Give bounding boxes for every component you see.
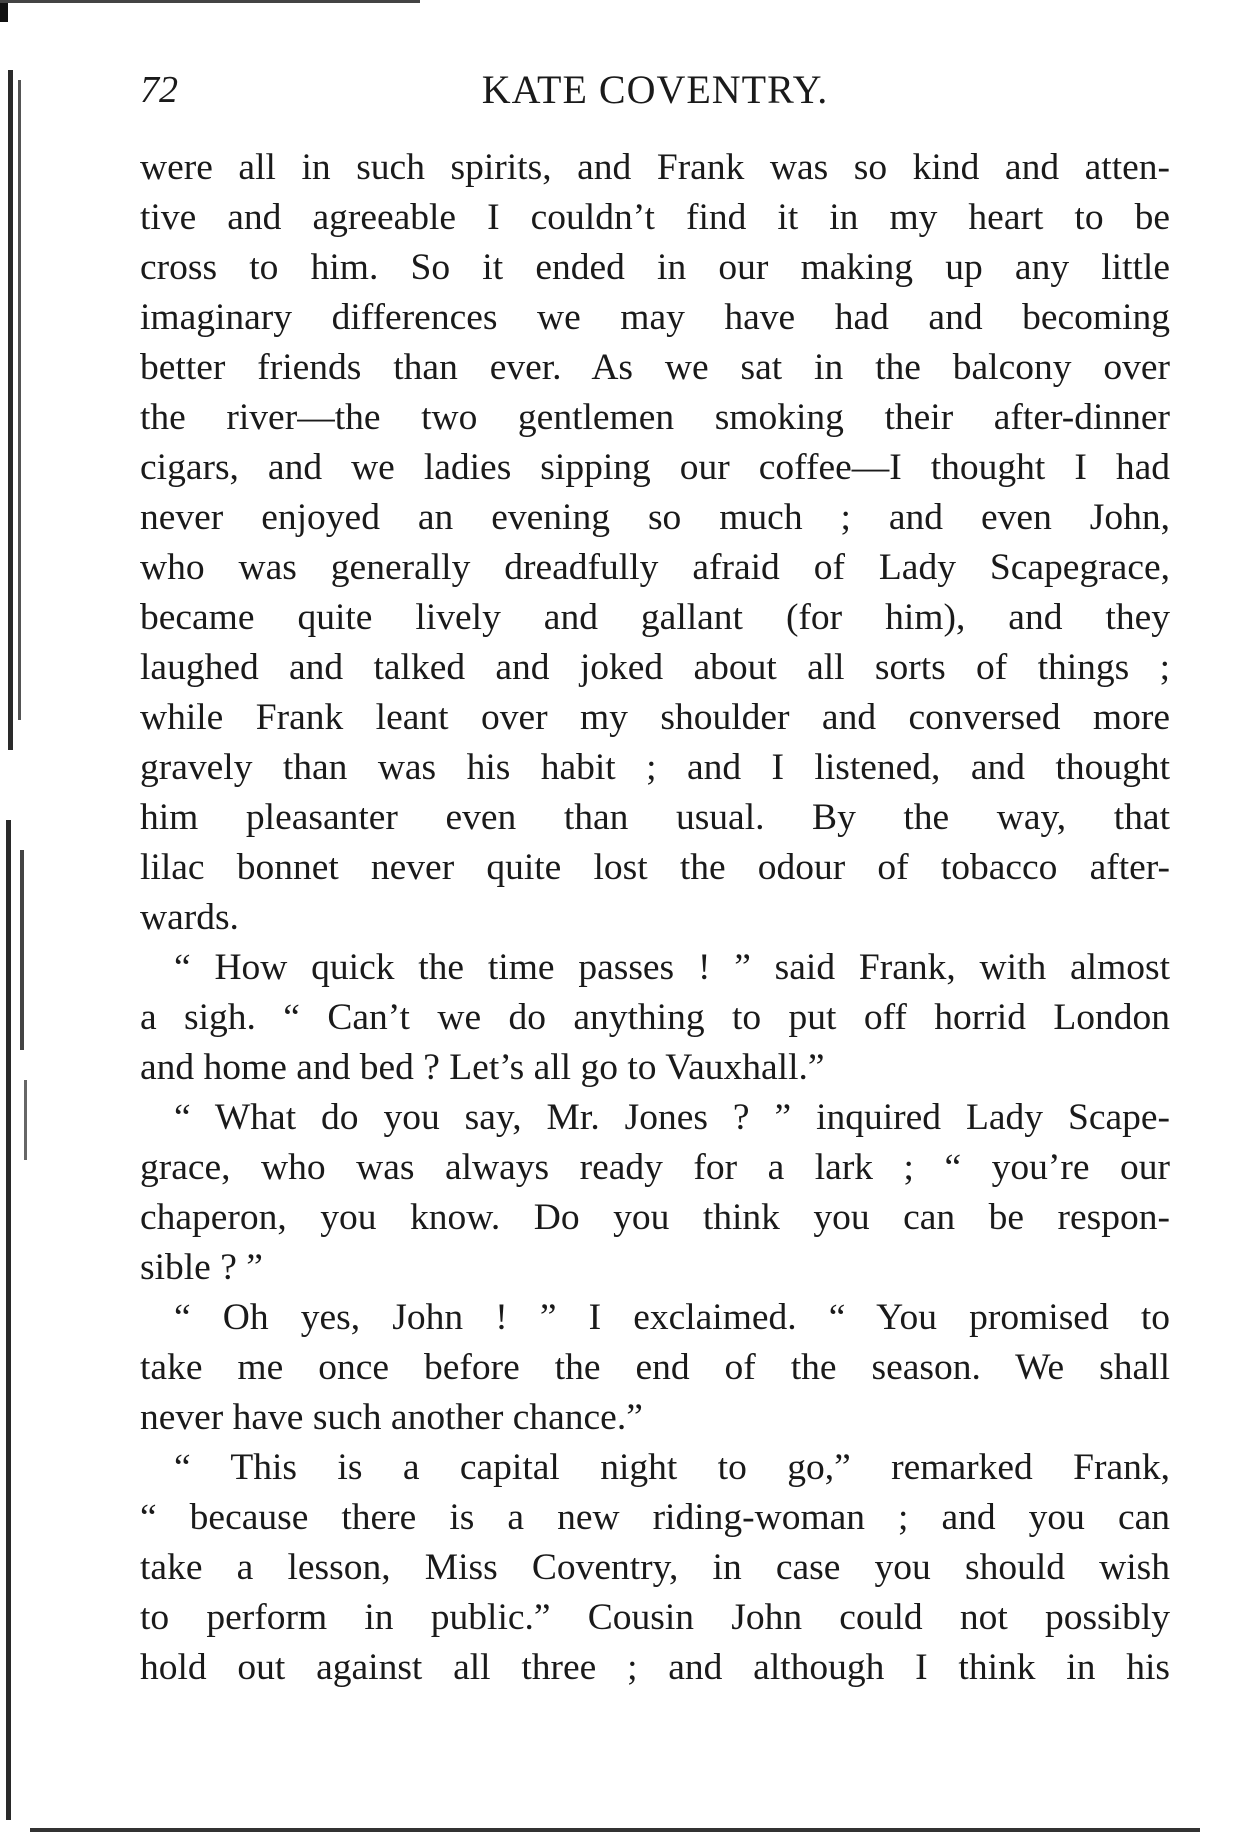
text-line: sible ? ” — [140, 1247, 263, 1288]
text-line: “ What do you say, Mr. Jones ? ” inquired Lady Scape- — [174, 1097, 1170, 1138]
text-line: lilac bonnet never quite lost the odour of tobacco after- — [140, 847, 1170, 888]
text-line: imaginary differences we may have had and becoming — [140, 297, 1170, 338]
text-line: were all in such spirits, and Frank was so kind and atten- — [140, 147, 1170, 188]
text-line: him pleasanter even than usual. By the way, that — [140, 797, 1170, 838]
text-line: “ Oh yes, John ! ” I exclaimed. “ You promised to — [174, 1297, 1170, 1338]
body-text — [140, 143, 1170, 1693]
text-line: never have such another chance.” — [140, 1397, 643, 1438]
text-line: tive and agreeable I couldn’t find it in my heart to be — [140, 197, 1170, 238]
text-line: cigars, and we ladies sipping our coffee—I thought I had — [140, 447, 1170, 488]
paragraph-4 — [140, 1293, 1170, 1443]
running-title: KATE COVENTRY. — [481, 67, 829, 112]
text-line: “ because there is a new riding-woman ; and you can — [140, 1497, 1170, 1538]
text-line: chaperon, you know. Do you think you can be respon- — [140, 1197, 1170, 1238]
text-line: a sigh. “ Can’t we do anything to put off horrid London — [140, 997, 1170, 1038]
text-line: gravely than was his habit ; and I listened, and thought — [140, 747, 1170, 788]
text-line: and home and bed ? Let’s all go to Vauxhall.” — [140, 1047, 825, 1088]
text-line: “ How quick the time passes ! ” said Frank, with almost — [174, 947, 1170, 988]
text-line: take me once before the end of the season. We shall — [140, 1347, 1170, 1388]
paragraph-2 — [140, 943, 1170, 1093]
text-line: wards. — [140, 897, 239, 938]
text-line: grace, who was always ready for a lark ; “ you’re our — [140, 1147, 1170, 1188]
text-line: who was generally dreadfully afraid of Lady Scapegrace, — [140, 547, 1170, 588]
paragraph-1 — [140, 143, 1170, 943]
paragraph-3 — [140, 1093, 1170, 1293]
text-line: laughed and talked and joked about all sorts of things ; — [140, 647, 1170, 688]
text-line: became quite lively and gallant (for him), and they — [140, 597, 1170, 638]
binding-shadow — [0, 60, 42, 1820]
text-line: cross to him. So it ended in our making up any little — [140, 247, 1170, 288]
text-line: to perform in public.” Cousin John could not possibly — [140, 1597, 1170, 1638]
text-line: take a lesson, Miss Coventry, in case you should wish — [140, 1547, 1170, 1588]
paragraph-5 — [140, 1443, 1170, 1693]
top-scan-rule — [0, 0, 420, 3]
text-line: the river—the two gentlemen smoking their after-dinner — [140, 397, 1170, 438]
text-line: while Frank leant over my shoulder and conversed more — [140, 697, 1170, 738]
text-line: better friends than ever. As we sat in the balcony over — [140, 347, 1170, 388]
scan-corner-mark — [0, 0, 8, 22]
text-line: never enjoyed an evening so much ; and even John, — [140, 497, 1170, 538]
text-line: “ This is a capital night to go,” remarked Frank, — [174, 1447, 1170, 1488]
bottom-scan-rule — [30, 1828, 1200, 1832]
page-header — [140, 62, 1170, 122]
text-line: hold out against all three ; and although I think in his — [140, 1647, 1170, 1688]
page-number: 72 — [140, 69, 178, 111]
